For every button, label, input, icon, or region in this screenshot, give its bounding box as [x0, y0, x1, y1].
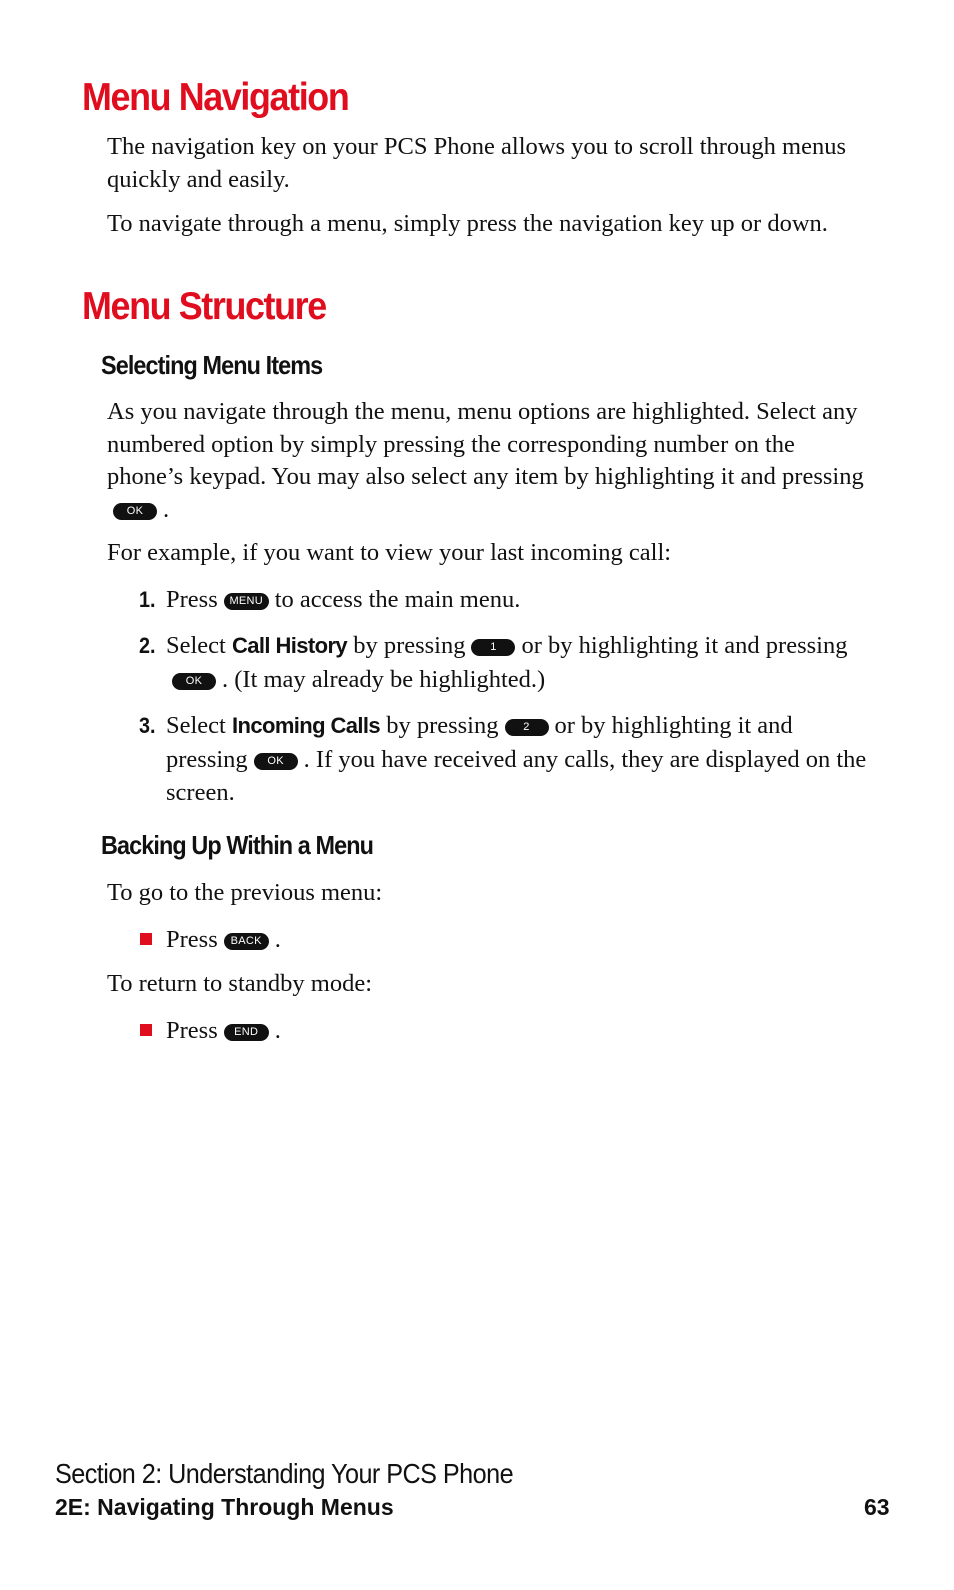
red-square-bullet-icon — [140, 933, 152, 945]
step-2-mid: by pressing — [353, 632, 466, 659]
back-key-icon: BACK — [224, 933, 269, 950]
selecting-paragraph-1 — [107, 396, 867, 526]
bullet-end-text: Press — [166, 1017, 218, 1044]
ok-key-icon: OK — [113, 503, 157, 520]
menu-navigation-heading: Menu Navigation — [82, 76, 349, 119]
step-1-number: 1. — [139, 587, 156, 612]
step-2-after-1: or by highlighting it and pressing — [521, 632, 848, 659]
step-3-number: 3. — [139, 713, 156, 738]
two-key-icon: 2 — [505, 719, 549, 736]
bullet-back — [140, 924, 281, 956]
bullet-end-end: . — [274, 1017, 281, 1044]
red-square-bullet-icon — [140, 1024, 152, 1036]
selecting-paragraph-1-end: . — [163, 495, 170, 523]
step-1-before: Press — [166, 586, 218, 613]
backing-paragraph-1: To go to the previous menu: — [107, 879, 383, 906]
step-2-body — [166, 629, 869, 696]
step-1-body — [166, 583, 869, 617]
page-number: 63 — [864, 1494, 890, 1520]
step-2-before: Select — [166, 632, 226, 659]
footer-section-title: Section 2: Understanding Your PCS Phone — [55, 1458, 514, 1489]
selecting-paragraph-2: For example, if you want to view your last incoming call: — [107, 539, 672, 566]
step-2-after-2: . (It may already be highlighted.) — [222, 665, 546, 693]
menu-navigation-paragraph-1: The navigation key on your PCS Phone allows you to scroll through menus quickly and easily. — [107, 133, 847, 193]
step-3-body — [166, 709, 869, 810]
menu-navigation-paragraph-2: To navigate through a menu, simply press the navigation key up or down. — [107, 210, 828, 237]
step-3 — [139, 709, 869, 810]
one-key-icon: 1 — [471, 639, 515, 656]
bullet-back-end: . — [274, 926, 281, 953]
call-history-term: Call History — [232, 633, 348, 658]
selecting-menu-items-heading: Selecting Menu Items — [101, 350, 323, 380]
bullet-back-text: Press — [166, 926, 218, 953]
menu-structure-heading: Menu Structure — [82, 285, 326, 328]
step-3-before: Select — [166, 712, 226, 739]
ok-key-icon: OK — [254, 753, 298, 770]
step-1 — [139, 583, 869, 617]
bullet-end — [140, 1015, 281, 1047]
ok-key-icon: OK — [172, 673, 216, 690]
selecting-paragraph-1-text: As you navigate through the menu, menu options are highlighted. Select any numbered option by simply pressing the corresponding number on the phone’s keypad. You may also select any item by highlighting it and pressing — [107, 398, 864, 490]
step-2-number: 2. — [139, 633, 156, 658]
step-3-after-1: or by highlighting it and pressing — [166, 712, 793, 773]
backing-paragraph-2: To return to standby mode: — [107, 970, 373, 997]
footer-chapter-title: 2E: Navigating Through Menus — [55, 1494, 394, 1520]
backing-up-heading: Backing Up Within a Menu — [101, 830, 373, 860]
end-key-icon: END — [224, 1024, 269, 1041]
menu-key-icon: MENU — [224, 593, 269, 610]
step-3-after-2: . If you have received any calls, they are displayed on the screen. — [166, 745, 867, 806]
incoming-calls-term: Incoming Calls — [232, 713, 381, 738]
step-2 — [139, 629, 869, 696]
step-3-mid: by pressing — [386, 712, 499, 739]
step-1-after: to access the main menu. — [274, 586, 521, 613]
